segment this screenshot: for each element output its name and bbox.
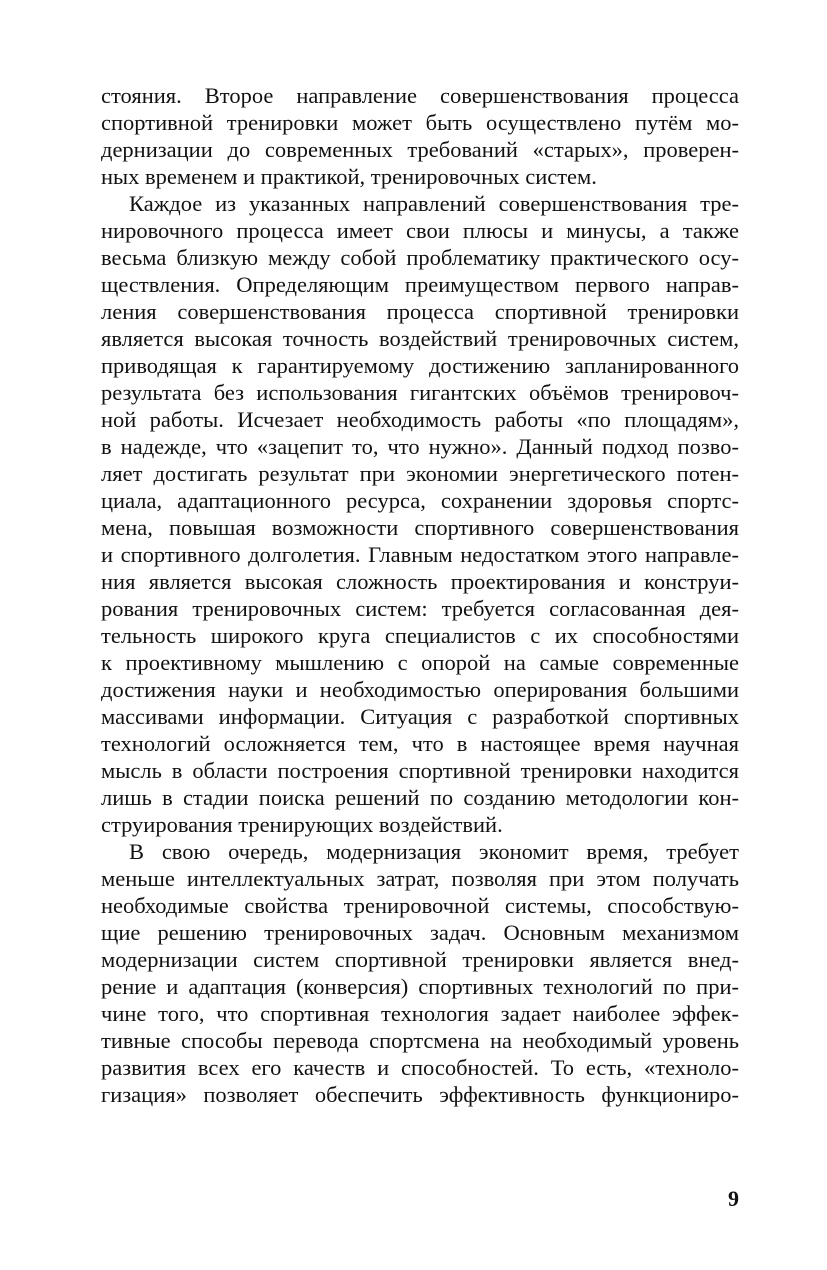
text-line: ных временем и практикой, тренировочных систем. <box>101 164 597 189</box>
text-line: В свою очередь, модернизация экономит время, требует <box>129 839 739 864</box>
text-line: гизация» позволяет обеспечить эффективность функциониро- <box>101 1082 739 1107</box>
text-line: лишь в стадии поиска решений по созданию методологии кон- <box>101 785 739 810</box>
text-line: спортивной тренировки может быть осуществлено путём мо- <box>101 110 739 135</box>
text-line: весьма близкую между собой проблематику практического осу- <box>101 245 739 270</box>
text-line: технологий осложняется тем, что в настоящее время научная <box>101 731 739 756</box>
text-line: циала, адаптационного ресурса, сохранении здоровья спортс- <box>101 488 739 513</box>
text-line: щие решению тренировочных задач. Основным механизмом <box>101 920 739 945</box>
paragraph-3 <box>101 838 739 1108</box>
text-line: к проективному мышлению с опорой на самые современные <box>101 650 739 675</box>
text-line: ления совершенствования процесса спортивной тренировки <box>101 299 739 324</box>
body-text <box>101 82 739 1108</box>
text-line: нировочного процесса имеет свои плюсы и минусы, а также <box>101 218 739 243</box>
text-line: рования тренировочных систем: требуется согласованная дея- <box>101 596 739 621</box>
text-line: тивные способы перевода спортсмена на необходимый уровень <box>101 1028 739 1053</box>
text-line: мысль в области построения спортивной тренировки находится <box>101 758 739 783</box>
text-line: в надежде, что «зацепит то, что нужно». Данный подход позво- <box>101 434 739 459</box>
text-line: и спортивного долголетия. Главным недостатком этого направле- <box>101 542 739 567</box>
text-line: ществления. Определяющим преимуществом первого направ- <box>101 272 739 297</box>
text-line: дернизации до современных требований «старых», проверен- <box>101 137 739 162</box>
paragraph-1 <box>101 82 739 190</box>
text-line: результата без использования гигантских объёмов тренировоч- <box>101 380 739 405</box>
text-line: ляет достигать результат при экономии энергетического потен- <box>101 461 739 486</box>
text-line: Каждое из указанных направлений совершенствования тре- <box>129 191 739 216</box>
text-line: необходимые свойства тренировочной системы, способствую- <box>101 893 739 918</box>
text-line: массивами информации. Ситуация с разработкой спортивных <box>101 704 739 729</box>
text-line: мена, повышая возможности спортивного совершенствования <box>101 515 739 540</box>
text-line: приводящая к гарантируемому достижению запланированного <box>101 353 739 378</box>
text-line: модернизации систем спортивной тренировки является внед- <box>101 947 739 972</box>
page-number: 9 <box>728 1186 739 1211</box>
text-line: ния является высокая сложность проектирования и конструи- <box>101 569 739 594</box>
text-line: развития всех его качеств и способностей. То есть, «техноло- <box>101 1055 739 1080</box>
text-line: тельность широкого круга специалистов с их способностями <box>101 623 739 648</box>
text-line: ной работы. Исчезает необходимость работы «по площадям», <box>101 407 739 432</box>
text-line: рение и адаптация (конверсия) спортивных технологий по при- <box>101 974 739 999</box>
text-line: достижения науки и необходимостью оперирования большими <box>101 677 739 702</box>
text-line: меньше интеллектуальных затрат, позволяя при этом получать <box>101 866 739 891</box>
paragraph-2 <box>101 190 739 838</box>
text-line: струирования тренирующих воздействий. <box>101 812 503 837</box>
text-line: стояния. Второе направление совершенствования процесса <box>101 83 739 108</box>
text-line: является высокая точность воздействий тренировочных систем, <box>101 326 739 351</box>
text-line: чине того, что спортивная технология задает наиболее эффек- <box>101 1001 739 1026</box>
